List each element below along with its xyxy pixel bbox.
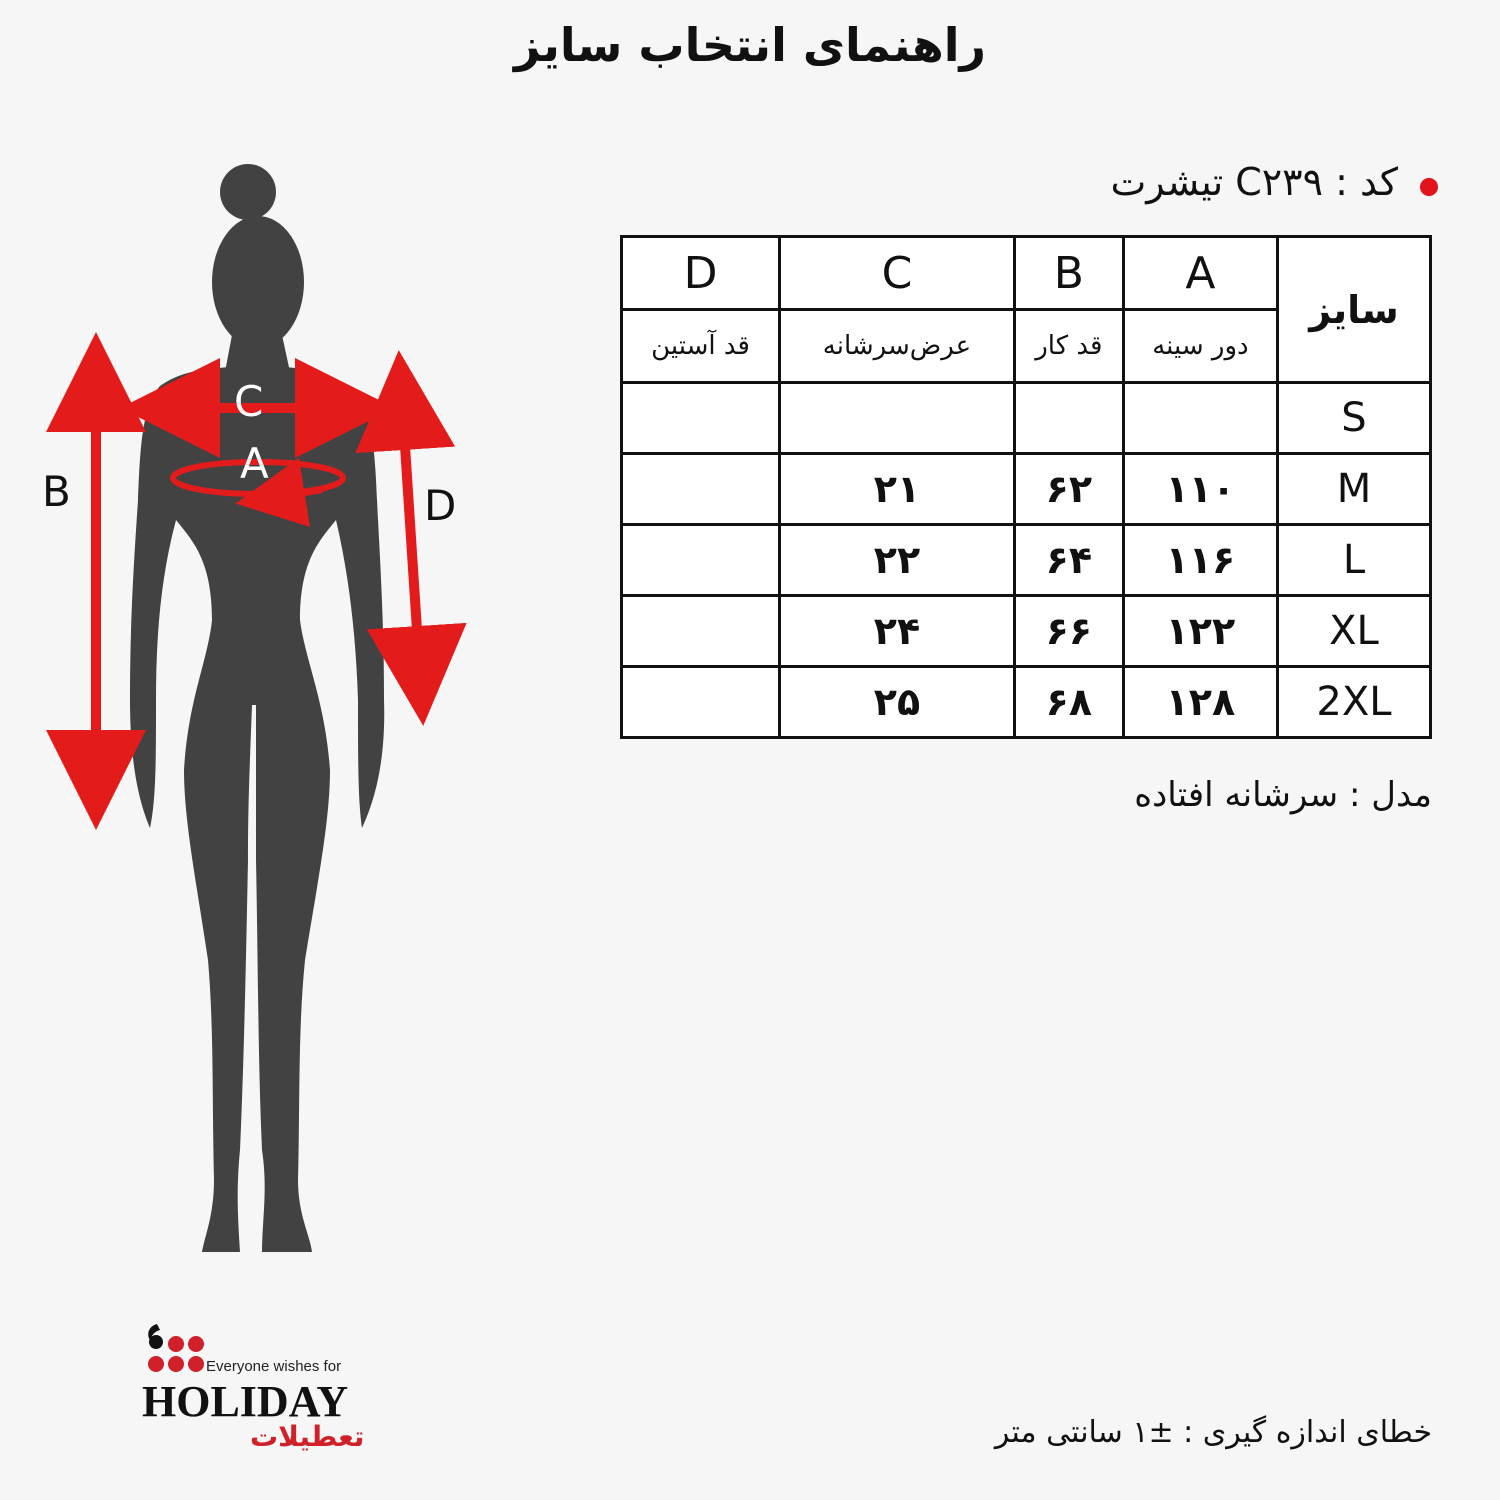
size-cell: XL <box>1278 596 1431 667</box>
arrow-d-icon <box>402 400 420 676</box>
value-cell-a: ۱۲۲ <box>1123 596 1277 667</box>
value-cell-d <box>622 667 780 738</box>
table-row <box>622 525 1431 596</box>
column-label-a: دور سینه <box>1123 310 1277 383</box>
body-silhouette-icon <box>130 164 384 1252</box>
table-header-letters <box>622 237 1431 310</box>
page-title: راهنمای انتخاب سایز <box>513 18 987 72</box>
column-letter-d: D <box>622 237 780 310</box>
value-cell-b: ۶۴ <box>1014 525 1123 596</box>
size-header: سایز <box>1278 237 1431 383</box>
logo-wordmark: HOLIDAY <box>142 1377 349 1426</box>
value-cell-c: ۲۵ <box>780 667 1015 738</box>
model-description: مدل : سرشانه افتاده <box>1134 775 1432 815</box>
column-label-c: عرض‌سرشانه <box>780 310 1015 383</box>
size-cell: 2XL <box>1278 667 1431 738</box>
label-a: A <box>240 439 269 488</box>
column-letter-b: B <box>1014 237 1123 310</box>
table-row <box>622 454 1431 525</box>
table-row <box>622 383 1431 454</box>
label-d: D <box>424 481 457 530</box>
value-cell-a: ۱۱۰ <box>1123 454 1277 525</box>
logo-persian-text: تعطیلات <box>250 1420 365 1453</box>
value-cell-b: ۶۸ <box>1014 667 1123 738</box>
table-row <box>622 667 1431 738</box>
column-label-b: قد کار <box>1014 310 1123 383</box>
value-cell-a: ۱۱۶ <box>1123 525 1277 596</box>
value-cell-a <box>1123 383 1277 454</box>
table-row <box>622 596 1431 667</box>
logo-dots-icon <box>144 1320 206 1372</box>
size-cell: S <box>1278 383 1431 454</box>
value-cell-c: ۲۴ <box>780 596 1015 667</box>
body-measurement-figure <box>0 160 480 1260</box>
value-cell-b: ۶۲ <box>1014 454 1123 525</box>
value-cell-b <box>1014 383 1123 454</box>
column-letter-a: A <box>1123 237 1277 310</box>
measurement-error-note: خطای اندازه گیری : ±۱ سانتی متر <box>994 1415 1432 1450</box>
value-cell-d <box>622 596 780 667</box>
value-cell-c <box>780 383 1015 454</box>
label-c: C <box>234 377 264 426</box>
size-table <box>620 235 1432 739</box>
value-cell-a: ۱۲۸ <box>1123 667 1277 738</box>
label-b: B <box>42 467 71 516</box>
value-cell-b: ۶۶ <box>1014 596 1123 667</box>
value-cell-c: ۲۱ <box>780 454 1015 525</box>
logo-tagline: Everyone wishes for <box>206 1358 342 1375</box>
size-cell: M <box>1278 454 1431 525</box>
value-cell-d <box>622 454 780 525</box>
holiday-logo <box>140 1320 400 1460</box>
product-code-text: کد : C۲۳۹ تیشرت <box>1110 160 1398 204</box>
product-code <box>1110 160 1438 204</box>
value-cell-d <box>622 383 780 454</box>
column-label-d: قد آستین <box>622 310 780 383</box>
value-cell-d <box>622 525 780 596</box>
bullet-dot-icon <box>1420 178 1438 196</box>
column-letter-c: C <box>780 237 1015 310</box>
value-cell-c: ۲۲ <box>780 525 1015 596</box>
size-cell: L <box>1278 525 1431 596</box>
